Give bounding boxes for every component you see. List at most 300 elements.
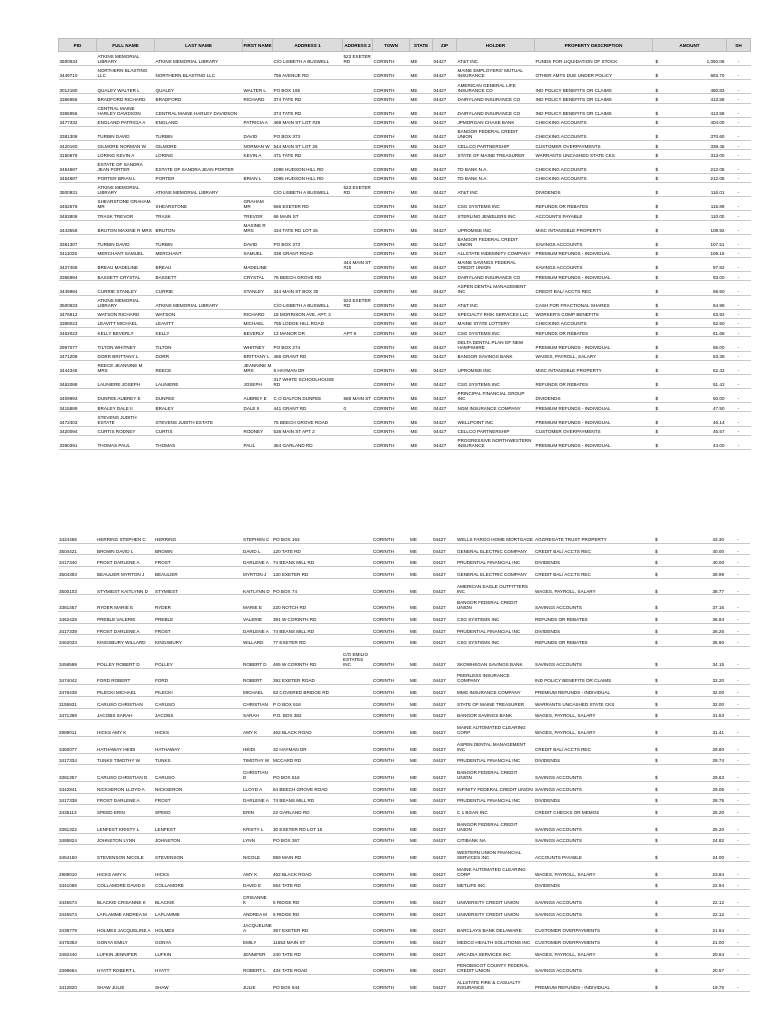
currency-symbol: $ bbox=[655, 810, 658, 816]
cell-address-1: 536 MAIN ST APT 2 bbox=[273, 426, 343, 435]
cell-address-2 bbox=[342, 623, 372, 635]
cell-address-2 bbox=[342, 861, 372, 878]
cell-address-1: 22 GARLAND RD bbox=[272, 805, 342, 817]
currency-symbol: $ bbox=[655, 939, 658, 945]
cell-full-name: PREBLE VALERIE bbox=[96, 612, 154, 624]
cell-pid: 2997077 bbox=[59, 337, 97, 351]
cell-address-1: 120 TATE RD bbox=[272, 543, 342, 555]
cell-holder: PRUDENTIAL FINANCIAL INC bbox=[456, 753, 534, 765]
cell-amount bbox=[652, 845, 726, 862]
cell-amount bbox=[652, 890, 726, 907]
cell-state: ME bbox=[409, 890, 432, 907]
cell-property-description: REFUNDS OR REBATES bbox=[535, 197, 653, 211]
cell-holder: WELLS FARGO HOME MORTGAGE bbox=[456, 532, 534, 543]
cell-last-name: KINGSBURY bbox=[154, 635, 242, 647]
cell-full-name: REECE JEANNINE M MRS bbox=[97, 360, 155, 374]
cell-pid: 3485824 bbox=[58, 833, 96, 845]
cell-zip: 04427 bbox=[432, 623, 456, 635]
cell-state: ME bbox=[410, 183, 433, 197]
cell-property-description: WAGES, PAYROLL, SALARY bbox=[534, 578, 652, 595]
cell-property-description: SAVINGS ACCOUNTS bbox=[534, 833, 652, 845]
cell-full-name: TUNKS TIMOTHY W bbox=[96, 753, 154, 765]
currency-symbol: $ bbox=[655, 204, 659, 210]
cell-pid: 3381307 bbox=[59, 234, 97, 248]
cell-property-description: DIVIDENDS bbox=[535, 389, 653, 403]
cell-full-name: FROST DARLENE A bbox=[96, 623, 154, 635]
cell-zip: 04427 bbox=[433, 117, 457, 126]
cell-zip: 04427 bbox=[433, 52, 457, 66]
cell-zip: 04427 bbox=[432, 845, 456, 862]
cell-zip: 04427 bbox=[433, 426, 457, 435]
cell-zip: 04427 bbox=[433, 272, 457, 281]
cell-full-name: FROST DARLENE A bbox=[96, 793, 154, 805]
cell-property-description: ACCOUNTS PAYABLE bbox=[535, 211, 653, 220]
cell-first-name: LYNN bbox=[242, 833, 272, 845]
cell-property-description: REFUNDS OR REBATES bbox=[535, 328, 653, 337]
column-header-address-1: ADDRESS 1 bbox=[273, 39, 343, 52]
cell-property-description: PREMIUM REFUNDS - INDIVIDUAL bbox=[535, 403, 653, 412]
cell-state: ME bbox=[409, 793, 432, 805]
cell-last-name: SPEED bbox=[154, 805, 242, 817]
cell-address-1: PO BOX 367 bbox=[272, 833, 342, 845]
cell-zip: 04427 bbox=[433, 295, 457, 309]
cell-last-name: BRALEY bbox=[155, 403, 243, 412]
cell-address-1: 5 RIDGE RD bbox=[272, 906, 342, 918]
cell-sh: - bbox=[726, 845, 750, 862]
cell-property-description: SAVINGS ACCOUNTS bbox=[534, 595, 652, 612]
cell-last-name: HICKS bbox=[154, 720, 242, 737]
cell-last-name: CENTRAL MAINE HARLEY DAVIDSON bbox=[155, 103, 243, 117]
cell-full-name: LENFEST KRISTY L bbox=[96, 817, 154, 834]
cell-state: ME bbox=[410, 337, 433, 351]
cell-pid: 3386956 bbox=[59, 94, 97, 103]
cell-zip: 04427 bbox=[432, 612, 456, 624]
cell-address-1: 1095 HUDSON HILL RD bbox=[273, 173, 343, 182]
cell-pid: 3155931 bbox=[58, 696, 96, 708]
table-row bbox=[59, 141, 751, 150]
currency-symbol: $ bbox=[655, 312, 659, 318]
cell-full-name: GILMORE NORMAN W bbox=[97, 141, 155, 150]
cell-address-2 bbox=[343, 150, 373, 159]
cell-address-2 bbox=[343, 159, 373, 173]
cell-holder: DAIRYLAND INSURANCE CO bbox=[457, 103, 535, 117]
cell-town: CORINTH bbox=[372, 958, 409, 975]
cell-sh: - bbox=[726, 567, 750, 579]
cell-sh: - bbox=[727, 197, 751, 211]
cell-holder: WELLPOINT INC bbox=[457, 412, 535, 426]
table-row bbox=[59, 80, 751, 94]
cell-property-description: CHECKING ACCOUNTS bbox=[535, 117, 653, 126]
amount-value: 21.00 bbox=[712, 939, 724, 945]
cell-town: CORINTH bbox=[373, 258, 410, 272]
cell-last-name: HATHAWAY bbox=[154, 736, 242, 753]
cell-last-name: MERCHANT bbox=[155, 248, 243, 257]
cell-sh: - bbox=[727, 309, 751, 318]
amount-value: 39.99 bbox=[712, 571, 724, 577]
cell-state: ME bbox=[410, 403, 433, 412]
table-row bbox=[59, 272, 751, 281]
currency-symbol: $ bbox=[655, 190, 659, 196]
cell-first-name: NICOLE bbox=[242, 845, 272, 862]
cell-full-name: SPEED ERIN bbox=[96, 805, 154, 817]
cell-address-1: 5 HAYMAN DR bbox=[273, 360, 343, 374]
cell-first-name: STANLEY bbox=[243, 281, 273, 295]
cell-holder: NGM INSURANCE COMPANY bbox=[457, 403, 535, 412]
cell-address-2 bbox=[343, 66, 373, 80]
cell-town: CORINTH bbox=[372, 753, 409, 765]
cell-full-name: STYMIEST KAITLYNN D bbox=[96, 578, 154, 595]
cell-amount bbox=[653, 248, 727, 257]
cell-sh: - bbox=[726, 720, 750, 737]
cell-sh: - bbox=[727, 403, 751, 412]
cell-address-2 bbox=[343, 309, 373, 318]
cell-property-description: MISC INTANGIBLE PROPERTY bbox=[535, 220, 653, 234]
amount-value: 40.00 bbox=[712, 560, 724, 566]
cell-address-2 bbox=[343, 197, 373, 211]
column-header-property-description: PROPERTY DESCRIPTION bbox=[535, 39, 653, 52]
cell-address-1: 130 EXETER RD bbox=[272, 567, 342, 579]
cell-full-name: PORTER BRIAN L bbox=[97, 173, 155, 182]
amount-value: 93.00 bbox=[713, 274, 725, 280]
cell-address-2 bbox=[343, 141, 373, 150]
cell-amount bbox=[653, 127, 727, 141]
cell-pid: 3444345 bbox=[59, 360, 97, 374]
cell-town: CORINTH bbox=[373, 197, 410, 211]
cell-state: ME bbox=[410, 159, 433, 173]
cell-address-1: 66 MAIN ST bbox=[273, 211, 343, 220]
cell-sh: - bbox=[726, 555, 750, 567]
cell-address-2 bbox=[343, 173, 373, 182]
cell-first-name: VALERIE bbox=[242, 612, 272, 624]
cell-town: CORINTH bbox=[373, 309, 410, 318]
cell-property-description: SAVINGS ACCOUNTS bbox=[534, 765, 652, 782]
cell-town: CORINTH bbox=[373, 127, 410, 141]
cell-property-description: CREDIT BAL/ ACCTS REC bbox=[534, 567, 652, 579]
cell-address-1: 486 GRANT RD bbox=[273, 351, 343, 360]
amount-value: 61.68 bbox=[713, 330, 725, 336]
cell-sh: - bbox=[726, 935, 750, 947]
cell-address-2 bbox=[343, 103, 373, 117]
table-row bbox=[59, 281, 751, 295]
table-body bbox=[58, 532, 750, 991]
cell-first-name: AMY K bbox=[242, 861, 272, 878]
currency-symbol: $ bbox=[655, 758, 658, 764]
cell-holder: AMERICAN GENERAL LIFE INSURANCE CO bbox=[457, 80, 535, 94]
cell-last-name: LORING bbox=[155, 150, 243, 159]
cell-last-name: LUFKIN bbox=[154, 946, 242, 958]
cell-full-name: KINGSBURY WILLARD bbox=[96, 635, 154, 647]
cell-state: ME bbox=[410, 248, 433, 257]
amount-value: 115.89 bbox=[710, 204, 725, 210]
cell-pid: 3445574 bbox=[58, 890, 96, 907]
cell-address-1: 240 TATE RD bbox=[272, 946, 342, 958]
cell-state: ME bbox=[409, 753, 432, 765]
cell-address-1: 434 TATE RD LOT 15 bbox=[273, 220, 343, 234]
currency-symbol: $ bbox=[655, 227, 659, 233]
cell-first-name: WALTER L bbox=[243, 80, 273, 94]
table-row bbox=[58, 935, 750, 947]
cell-last-name: GONYA bbox=[154, 935, 242, 947]
cell-last-name: BEAULIER bbox=[154, 567, 242, 579]
cell-amount bbox=[653, 94, 727, 103]
cell-holder: ARCADIA SERVICES INC bbox=[456, 946, 534, 958]
cell-sh: - bbox=[726, 890, 750, 907]
cell-last-name: HICKS bbox=[154, 861, 242, 878]
cell-state: ME bbox=[409, 975, 432, 992]
cell-sh: - bbox=[727, 211, 751, 220]
currency-symbol: $ bbox=[655, 265, 659, 271]
cell-state: ME bbox=[410, 52, 433, 66]
cell-address-1 bbox=[273, 258, 343, 272]
table-row bbox=[58, 975, 750, 992]
cell-town: CORINTH bbox=[372, 543, 409, 555]
cell-address-1: 374 TATE RD bbox=[273, 103, 343, 117]
cell-zip: 04427 bbox=[433, 389, 457, 403]
cell-town: CORINTH bbox=[373, 426, 410, 435]
cell-last-name: POLLEY bbox=[154, 647, 242, 669]
cell-address-1: PO BOX 155 bbox=[273, 80, 343, 94]
cell-last-name: NICKSERON bbox=[154, 781, 242, 793]
cell-amount bbox=[653, 318, 727, 327]
cell-state: ME bbox=[409, 935, 432, 947]
cell-zip: 04427 bbox=[432, 647, 456, 669]
currency-symbol: $ bbox=[655, 143, 659, 149]
cell-amount bbox=[652, 567, 726, 579]
cell-full-name: LAFLAMME ANDREA M bbox=[96, 906, 154, 918]
cell-town: CORINTH bbox=[372, 668, 409, 685]
cell-holder: BARCLAYS BANK DELAWARE bbox=[456, 918, 534, 935]
cell-first-name: RICHARD bbox=[243, 309, 273, 318]
cell-address-1: C/O LISBETH A BUSWELL bbox=[273, 295, 343, 309]
cell-state: ME bbox=[409, 708, 432, 720]
cell-town: CORINTH bbox=[372, 861, 409, 878]
cell-state: ME bbox=[410, 127, 433, 141]
cell-town: CORINTH bbox=[372, 736, 409, 753]
cell-pid: 3411026 bbox=[59, 248, 97, 257]
cell-zip: 04427 bbox=[432, 946, 456, 958]
amount-value: 38.77 bbox=[712, 588, 724, 594]
cell-sh: - bbox=[726, 543, 750, 555]
cell-full-name: HERRING STEPHEN C bbox=[96, 532, 154, 543]
amount-value: 212.05 bbox=[710, 176, 725, 182]
cell-last-name: TILTON bbox=[155, 337, 243, 351]
cell-property-description: CUSTOMER OVERPAYMENTS bbox=[534, 935, 652, 947]
table-row bbox=[58, 845, 750, 862]
cell-town: CORINTH bbox=[372, 685, 409, 697]
currency-symbol: $ bbox=[655, 928, 658, 934]
cell-sh: - bbox=[726, 918, 750, 935]
currency-symbol: $ bbox=[655, 746, 658, 752]
cell-town: CORINTH bbox=[373, 159, 410, 173]
cell-last-name: SHAW bbox=[154, 975, 242, 992]
cell-first-name: DAVID bbox=[243, 234, 273, 248]
cell-state: ME bbox=[409, 668, 432, 685]
cell-amount bbox=[653, 211, 727, 220]
cell-first-name: KEVIN A bbox=[243, 150, 273, 159]
cell-address-2 bbox=[342, 906, 372, 918]
amount-value: 64.98 bbox=[713, 302, 725, 308]
amount-value: 106.16 bbox=[710, 251, 725, 257]
cell-holder: C 1 BGAN INC bbox=[456, 805, 534, 817]
cell-first-name: KRISTY L bbox=[242, 817, 272, 834]
cell-state: ME bbox=[409, 555, 432, 567]
table-row bbox=[59, 103, 751, 117]
cell-full-name: ENGLAND PATRICIA A bbox=[97, 117, 155, 126]
cell-address-1: 32 HAYMAN DR bbox=[272, 736, 342, 753]
cell-address-1: 344 MAIN ST BOX 30 bbox=[273, 281, 343, 295]
currency-symbol: $ bbox=[655, 134, 659, 140]
cell-pid: 3458599 bbox=[58, 647, 96, 669]
table-row bbox=[58, 532, 750, 543]
cell-last-name: ENGLAND bbox=[155, 117, 243, 126]
cell-pid: 3386984 bbox=[59, 272, 97, 281]
cell-state: ME bbox=[410, 197, 433, 211]
cell-full-name: TURBIN DAVID bbox=[97, 234, 155, 248]
cell-property-description: IND POLICY BENEFITS OR CLAIMS bbox=[535, 103, 653, 117]
cell-sh: - bbox=[726, 793, 750, 805]
cell-holder: BANGOR SAVINGS BANK bbox=[456, 708, 534, 720]
currency-symbol: $ bbox=[655, 288, 659, 294]
cell-town: CORINTH bbox=[373, 351, 410, 360]
amount-value: 24.00 bbox=[712, 855, 724, 861]
cell-first-name: TREVOR bbox=[243, 211, 273, 220]
table-row bbox=[59, 295, 751, 309]
currency-symbol: $ bbox=[655, 690, 658, 696]
cell-state: ME bbox=[410, 389, 433, 403]
cell-town: CORINTH bbox=[373, 337, 410, 351]
cell-zip: 04427 bbox=[432, 890, 456, 907]
cell-pid: 3381306 bbox=[59, 127, 97, 141]
cell-address-1: 74 BEANS MILL RD bbox=[272, 793, 342, 805]
cell-amount bbox=[653, 173, 727, 182]
cell-address-2 bbox=[343, 234, 373, 248]
cell-address-1: 654 TATE RD bbox=[272, 878, 342, 890]
cell-address-2: 523 EXETER RD bbox=[343, 52, 373, 66]
currency-symbol: $ bbox=[655, 120, 659, 126]
cell-town: CORINTH bbox=[373, 295, 410, 309]
cell-last-name: RYDER bbox=[154, 595, 242, 612]
cell-town: CORINTH bbox=[373, 318, 410, 327]
cell-town: CORINTH bbox=[372, 612, 409, 624]
cell-address-2 bbox=[342, 765, 372, 782]
cell-address-1: 75 BEECH GROVE ROAD bbox=[273, 412, 343, 426]
cell-first-name: BEVERLY bbox=[243, 328, 273, 337]
cell-property-description: OTHER AMTS DUE UNDER POLICY bbox=[535, 66, 653, 80]
cell-address-2 bbox=[343, 117, 373, 126]
table-row bbox=[59, 234, 751, 248]
unclaimed-property-table bbox=[58, 532, 750, 992]
table-row bbox=[59, 435, 751, 449]
cell-address-2 bbox=[343, 94, 373, 103]
cell-pid: 3449710 bbox=[59, 66, 97, 80]
cell-full-name: DUNFEE AUBREY E bbox=[97, 389, 155, 403]
cell-town: CORINTH bbox=[373, 66, 410, 80]
cell-zip: 04427 bbox=[433, 281, 457, 295]
amount-value: 20.64 bbox=[712, 951, 724, 957]
cell-address-2 bbox=[343, 211, 373, 220]
table-row bbox=[59, 52, 751, 66]
cell-full-name: BASSETT CRYSTAL bbox=[97, 272, 155, 281]
cell-address-2 bbox=[343, 281, 373, 295]
table-row bbox=[58, 635, 750, 647]
cell-sh: - bbox=[727, 272, 751, 281]
cell-sh: - bbox=[727, 141, 751, 150]
currency-symbol: $ bbox=[655, 73, 659, 79]
cell-sh: - bbox=[726, 805, 750, 817]
cell-zip: 04427 bbox=[432, 833, 456, 845]
currency-symbol: $ bbox=[655, 951, 658, 957]
cell-full-name: BRUTON MAXINE R MRS bbox=[97, 220, 155, 234]
amount-value: 23.84 bbox=[712, 871, 724, 877]
cell-last-name: LAUNIERE bbox=[155, 374, 243, 388]
cell-amount bbox=[653, 66, 727, 80]
amount-value: 110.00 bbox=[710, 213, 725, 219]
table-row bbox=[58, 708, 750, 720]
cell-zip: 04427 bbox=[433, 183, 457, 197]
cell-pid: 3454687 bbox=[59, 173, 97, 182]
cell-address-1: 465 W CORINTH RD bbox=[272, 647, 342, 669]
cell-pid: 3462088 bbox=[59, 374, 97, 388]
amount-value: 370.60 bbox=[710, 134, 725, 140]
cell-zip: 04427 bbox=[432, 595, 456, 612]
amount-value: 19.76 bbox=[712, 984, 724, 990]
cell-full-name: NORTHERN BLASTING LLC bbox=[97, 66, 155, 80]
amount-value: 29.74 bbox=[712, 758, 724, 764]
cell-sh: - bbox=[727, 389, 751, 403]
cell-holder: MAINE SAVINGS FEDERAL CREDIT UNION bbox=[457, 258, 535, 272]
cell-full-name: TRASK TREVOR bbox=[97, 211, 155, 220]
table-row bbox=[58, 805, 750, 817]
cell-property-description: IND POLICY BENEFITS OR CLAIMS bbox=[535, 94, 653, 103]
cell-amount bbox=[652, 975, 726, 992]
cell-state: ME bbox=[409, 817, 432, 834]
cell-amount bbox=[653, 435, 727, 449]
cell-sh: - bbox=[727, 52, 751, 66]
cell-zip: 04427 bbox=[432, 668, 456, 685]
amount-value: 212.05 bbox=[710, 166, 725, 172]
cell-address-2 bbox=[342, 958, 372, 975]
cell-address-1: 76 BEECH GROVE RD bbox=[273, 272, 343, 281]
cell-full-name: STEVENS JUDITH ESTATE bbox=[97, 412, 155, 426]
cell-zip: 04427 bbox=[432, 817, 456, 834]
cell-property-description: SAVINGS ACCOUNTS bbox=[534, 906, 652, 918]
table-row bbox=[58, 555, 750, 567]
amount-value: 32.00 bbox=[712, 690, 724, 696]
table-row bbox=[58, 595, 750, 612]
amount-value: 22.12 bbox=[712, 911, 724, 917]
cell-address-2 bbox=[342, 578, 372, 595]
cell-address-1: 544 MAIN ST LOT 26 bbox=[273, 141, 343, 150]
cell-town: CORINTH bbox=[372, 793, 409, 805]
cell-first-name: DARLENE A bbox=[242, 793, 272, 805]
cell-state: ME bbox=[409, 765, 432, 782]
cell-address-2 bbox=[342, 685, 372, 697]
cell-full-name: CENTRAL MAINE HARLEY DAVIDSON bbox=[97, 103, 155, 117]
table-row bbox=[59, 328, 751, 337]
cell-pid: 3482440 bbox=[58, 946, 96, 958]
cell-address-2 bbox=[342, 946, 372, 958]
cell-first-name bbox=[243, 66, 273, 80]
cell-holder: CSG SYSTEMS INC bbox=[457, 374, 535, 388]
cell-last-name: LEAVITT bbox=[155, 318, 243, 327]
cell-town: CORINTH bbox=[373, 412, 410, 426]
cell-amount bbox=[653, 403, 727, 412]
cell-first-name: WILLARD bbox=[242, 635, 272, 647]
cell-first-name: AMY K bbox=[242, 720, 272, 737]
cell-zip: 04427 bbox=[432, 906, 456, 918]
table-row bbox=[59, 150, 751, 159]
cell-full-name: TURBIN DAVID bbox=[97, 127, 155, 141]
